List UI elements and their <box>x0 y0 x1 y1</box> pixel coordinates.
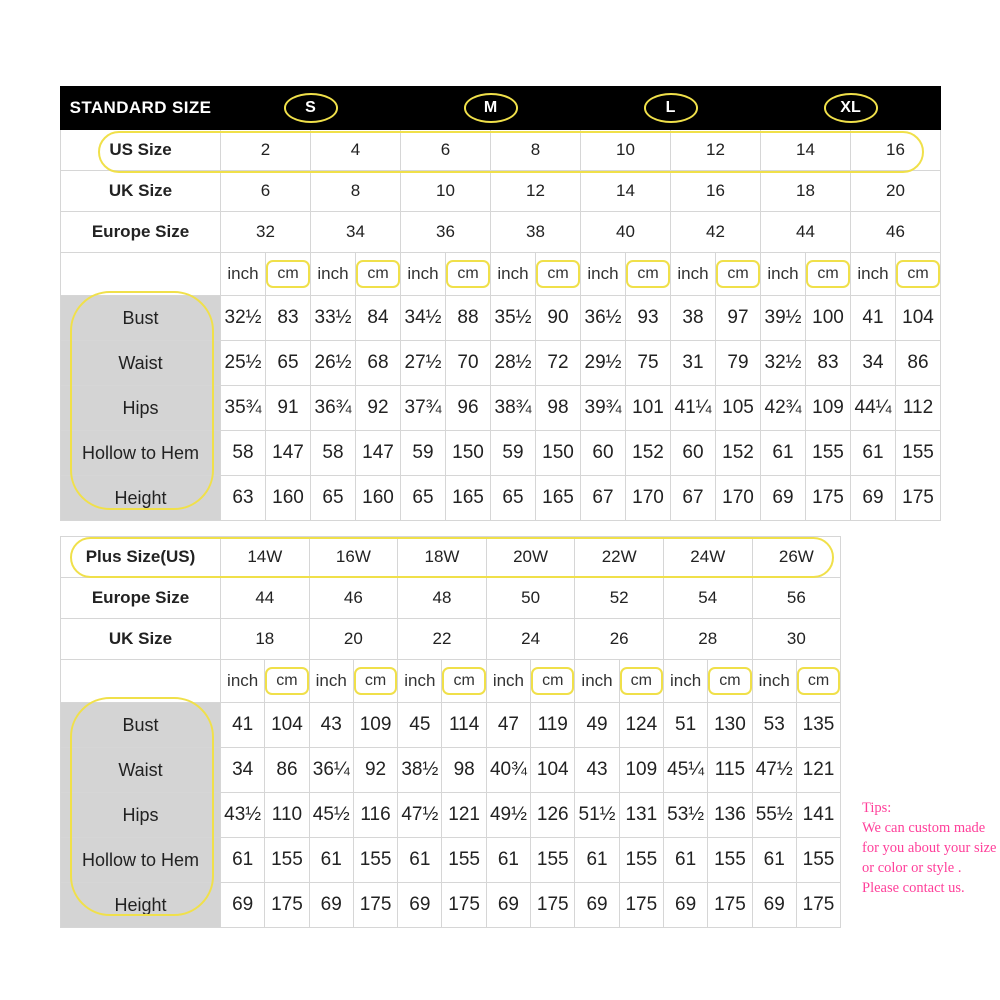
row-label-us-size: US Size <box>61 130 221 171</box>
cell: 63 <box>221 476 266 521</box>
cell: 44 <box>761 212 851 253</box>
unit-cell-inch: inch <box>401 253 446 296</box>
cell: 97 <box>716 296 761 341</box>
cell: 54 <box>663 578 752 619</box>
unit-cell-inch: inch <box>575 660 619 703</box>
unit-cell-cm <box>806 253 851 296</box>
tips-line-1: Tips: <box>862 800 892 816</box>
cell: 40¾ <box>486 748 530 793</box>
plus-unit-row <box>61 660 841 703</box>
cell: 152 <box>626 431 671 476</box>
cell: 28½ <box>491 341 536 386</box>
unit-cell-cm <box>619 660 663 703</box>
standard-size-table <box>60 86 941 521</box>
table-row <box>61 476 941 521</box>
standard-header-badge-s <box>221 87 401 130</box>
cell: 32 <box>221 212 311 253</box>
cell: 115 <box>708 748 752 793</box>
unit-cell-inch: inch <box>221 660 265 703</box>
cell: 45½ <box>309 793 353 838</box>
cell: 10 <box>581 130 671 171</box>
cell: 160 <box>356 476 401 521</box>
cell: 41¼ <box>671 386 716 431</box>
cell: 116 <box>353 793 397 838</box>
cell: 12 <box>671 130 761 171</box>
row-label-hips-plus: Hips <box>61 793 221 838</box>
unit-row-label <box>61 660 221 703</box>
cell: 155 <box>531 838 575 883</box>
cell: 43½ <box>221 793 265 838</box>
standard-unit-row <box>61 253 941 296</box>
unit-cell-inch: inch <box>671 253 716 296</box>
unit-cell-inch: inch <box>663 660 707 703</box>
cell: 75 <box>626 341 671 386</box>
cell: 69 <box>486 883 530 928</box>
cell: 39½ <box>761 296 806 341</box>
cell: 53 <box>752 703 796 748</box>
cell: 152 <box>716 431 761 476</box>
unit-cell-cm <box>708 660 752 703</box>
cm-pill: cm <box>442 667 485 695</box>
cell: 46 <box>851 212 941 253</box>
cell: 96 <box>446 386 491 431</box>
cell: 20W <box>486 537 575 578</box>
cell: 18W <box>398 537 487 578</box>
cell: 60 <box>581 431 626 476</box>
plus-size-table-wrapper <box>60 536 840 928</box>
standard-size-table-wrapper <box>60 86 940 521</box>
table-row <box>61 171 941 212</box>
cell: 83 <box>806 341 851 386</box>
cell: 136 <box>708 793 752 838</box>
tips-line-5: Please contact us. <box>862 880 965 896</box>
cell: 121 <box>442 793 486 838</box>
cell: 131 <box>619 793 663 838</box>
row-label-europe-size: Europe Size <box>61 212 221 253</box>
cell: 16 <box>851 130 941 171</box>
cell: 4 <box>311 130 401 171</box>
cell: 91 <box>266 386 311 431</box>
cell: 155 <box>796 838 840 883</box>
cell: 126 <box>531 793 575 838</box>
cell: 44¼ <box>851 386 896 431</box>
tips-line-2: We can custom made <box>862 820 986 836</box>
cell: 98 <box>536 386 581 431</box>
cell: 61 <box>851 431 896 476</box>
cell: 47½ <box>752 748 796 793</box>
cell: 165 <box>536 476 581 521</box>
cm-pill: cm <box>266 260 309 288</box>
cell: 37¾ <box>401 386 446 431</box>
cell: 34 <box>221 748 265 793</box>
cell: 34 <box>851 341 896 386</box>
cell: 14 <box>581 171 671 212</box>
cell: 69 <box>309 883 353 928</box>
cell: 100 <box>806 296 851 341</box>
cell: 36 <box>401 212 491 253</box>
standard-header-row <box>61 87 941 130</box>
cell: 43 <box>575 748 619 793</box>
unit-cell-cm <box>716 253 761 296</box>
cell: 36¼ <box>309 748 353 793</box>
cell: 8 <box>491 130 581 171</box>
cell: 61 <box>309 838 353 883</box>
cell: 69 <box>398 883 442 928</box>
unit-cell-cm <box>446 253 491 296</box>
table-row <box>61 431 941 476</box>
cell: 61 <box>752 838 796 883</box>
cell: 119 <box>531 703 575 748</box>
cell: 61 <box>486 838 530 883</box>
cell: 38½ <box>398 748 442 793</box>
cell: 18 <box>221 619 310 660</box>
cell: 26 <box>575 619 664 660</box>
cell: 155 <box>806 431 851 476</box>
cell: 104 <box>531 748 575 793</box>
cell: 40 <box>581 212 671 253</box>
cell: 93 <box>626 296 671 341</box>
unit-cell-cm <box>353 660 397 703</box>
cell: 53½ <box>663 793 707 838</box>
cell: 60 <box>671 431 716 476</box>
cell: 16 <box>671 171 761 212</box>
standard-header-badge-xl <box>761 87 941 130</box>
cell: 51 <box>663 703 707 748</box>
cell: 69 <box>221 883 265 928</box>
row-label-plus-size-us: Plus Size(US) <box>61 537 221 578</box>
row-label-waist-plus: Waist <box>61 748 221 793</box>
cell: 33½ <box>311 296 356 341</box>
cell: 65 <box>401 476 446 521</box>
unit-cell-inch: inch <box>311 253 356 296</box>
cell: 39¾ <box>581 386 626 431</box>
row-label-uk-size-plus: UK Size <box>61 619 221 660</box>
cell: 14 <box>761 130 851 171</box>
cell: 41 <box>221 703 265 748</box>
cell: 155 <box>442 838 486 883</box>
cm-pill: cm <box>536 260 579 288</box>
cell: 65 <box>491 476 536 521</box>
cell: 88 <box>446 296 491 341</box>
cell: 56 <box>752 578 841 619</box>
cell: 61 <box>575 838 619 883</box>
row-label-bust-plus: Bust <box>61 703 221 748</box>
cell: 27½ <box>401 341 446 386</box>
cell: 12 <box>491 171 581 212</box>
cell: 104 <box>265 703 309 748</box>
cm-pill: cm <box>896 260 939 288</box>
cm-pill: cm <box>708 667 751 695</box>
tips-note <box>862 798 997 898</box>
cell: 43 <box>309 703 353 748</box>
cell: 49½ <box>486 793 530 838</box>
cell: 46 <box>309 578 398 619</box>
cell: 14W <box>221 537 310 578</box>
cell: 155 <box>353 838 397 883</box>
cell: 160 <box>266 476 311 521</box>
cell: 69 <box>752 883 796 928</box>
cm-pill: cm <box>356 260 399 288</box>
cell: 61 <box>398 838 442 883</box>
cell: 67 <box>581 476 626 521</box>
cell: 29½ <box>581 341 626 386</box>
cell: 47 <box>486 703 530 748</box>
cell: 45 <box>398 703 442 748</box>
unit-cell-cm <box>265 660 309 703</box>
cell: 44 <box>221 578 310 619</box>
row-label-bust: Bust <box>61 296 221 341</box>
cell: 72 <box>536 341 581 386</box>
row-label-europe-size-plus: Europe Size <box>61 578 221 619</box>
cell: 61 <box>761 431 806 476</box>
cell: 59 <box>491 431 536 476</box>
cm-pill: cm <box>620 667 663 695</box>
row-label-hips: Hips <box>61 386 221 431</box>
cell: 67 <box>671 476 716 521</box>
cell: 32½ <box>761 341 806 386</box>
cell: 30 <box>752 619 841 660</box>
cell: 28 <box>663 619 752 660</box>
cell: 52 <box>575 578 664 619</box>
cell: 92 <box>353 748 397 793</box>
table-row <box>61 578 841 619</box>
cell: 110 <box>265 793 309 838</box>
cell: 83 <box>266 296 311 341</box>
size-badge-l: L <box>644 93 698 123</box>
cell: 114 <box>442 703 486 748</box>
cell: 61 <box>663 838 707 883</box>
cell: 51½ <box>575 793 619 838</box>
cell: 38¾ <box>491 386 536 431</box>
cm-pill: cm <box>354 667 397 695</box>
table-row <box>61 793 841 838</box>
cell: 35¾ <box>221 386 266 431</box>
row-label-height-plus: Height <box>61 883 221 928</box>
cell: 147 <box>356 431 401 476</box>
unit-cell-inch: inch <box>752 660 796 703</box>
cell: 50 <box>486 578 575 619</box>
unit-cell-inch: inch <box>851 253 896 296</box>
cell: 175 <box>265 883 309 928</box>
cell: 70 <box>446 341 491 386</box>
table-row <box>61 883 841 928</box>
cell: 175 <box>442 883 486 928</box>
cm-pill: cm <box>265 667 308 695</box>
unit-cell-cm <box>536 253 581 296</box>
unit-cell-inch: inch <box>309 660 353 703</box>
cell: 175 <box>353 883 397 928</box>
cell: 20 <box>851 171 941 212</box>
row-label-hollow-to-hem-plus: Hollow to Hem <box>61 838 221 883</box>
cell: 175 <box>796 883 840 928</box>
cell: 24 <box>486 619 575 660</box>
cell: 101 <box>626 386 671 431</box>
unit-cell-inch: inch <box>486 660 530 703</box>
row-label-height: Height <box>61 476 221 521</box>
cell: 109 <box>806 386 851 431</box>
unit-cell-cm <box>796 660 840 703</box>
cell: 58 <box>311 431 356 476</box>
unit-cell-cm <box>356 253 401 296</box>
cell: 69 <box>663 883 707 928</box>
cell: 170 <box>716 476 761 521</box>
cm-pill: cm <box>806 260 849 288</box>
cell: 155 <box>619 838 663 883</box>
table-row <box>61 619 841 660</box>
cell: 141 <box>796 793 840 838</box>
cell: 112 <box>896 386 941 431</box>
cell: 26W <box>752 537 841 578</box>
cell: 175 <box>619 883 663 928</box>
cell: 48 <box>398 578 487 619</box>
table-row <box>61 341 941 386</box>
cell: 32½ <box>221 296 266 341</box>
unit-cell-cm <box>896 253 941 296</box>
cell: 47½ <box>398 793 442 838</box>
cell: 2 <box>221 130 311 171</box>
cell: 155 <box>265 838 309 883</box>
cell: 68 <box>356 341 401 386</box>
unit-cell-inch: inch <box>221 253 266 296</box>
cell: 35½ <box>491 296 536 341</box>
cell: 175 <box>806 476 851 521</box>
cell: 34½ <box>401 296 446 341</box>
table-row <box>61 130 941 171</box>
row-label-hollow-to-hem: Hollow to Hem <box>61 431 221 476</box>
cell: 58 <box>221 431 266 476</box>
cell: 86 <box>896 341 941 386</box>
cell: 22 <box>398 619 487 660</box>
table-row <box>61 748 841 793</box>
cell: 16W <box>309 537 398 578</box>
size-badge-xl: XL <box>824 93 878 123</box>
cell: 86 <box>265 748 309 793</box>
table-row <box>61 212 941 253</box>
table-row <box>61 537 841 578</box>
tips-line-4: or color or style . <box>862 860 962 876</box>
cell: 170 <box>626 476 671 521</box>
standard-header-badge-m <box>401 87 581 130</box>
cell: 150 <box>446 431 491 476</box>
cell: 20 <box>309 619 398 660</box>
cell: 65 <box>266 341 311 386</box>
cell: 150 <box>536 431 581 476</box>
cell: 175 <box>708 883 752 928</box>
cell: 38 <box>491 212 581 253</box>
cell: 31 <box>671 341 716 386</box>
unit-cell-cm <box>531 660 575 703</box>
cell: 6 <box>401 130 491 171</box>
unit-row-label <box>61 253 221 296</box>
cell: 121 <box>796 748 840 793</box>
cell: 79 <box>716 341 761 386</box>
standard-header-title: STANDARD SIZE <box>61 87 221 130</box>
cell: 124 <box>619 703 663 748</box>
cell: 109 <box>353 703 397 748</box>
cell: 69 <box>851 476 896 521</box>
cell: 98 <box>442 748 486 793</box>
cell: 61 <box>221 838 265 883</box>
cell: 41 <box>851 296 896 341</box>
unit-cell-inch: inch <box>491 253 536 296</box>
cell: 104 <box>896 296 941 341</box>
cell: 92 <box>356 386 401 431</box>
cell: 10 <box>401 171 491 212</box>
size-badge-m: M <box>464 93 518 123</box>
table-row <box>61 838 841 883</box>
standard-header-badge-l <box>581 87 761 130</box>
cell: 69 <box>761 476 806 521</box>
cell: 8 <box>311 171 401 212</box>
unit-cell-cm <box>626 253 671 296</box>
cell: 130 <box>708 703 752 748</box>
row-label-uk-size: UK Size <box>61 171 221 212</box>
cell: 175 <box>531 883 575 928</box>
cell: 22W <box>575 537 664 578</box>
cell: 36½ <box>581 296 626 341</box>
cell: 55½ <box>752 793 796 838</box>
cm-pill: cm <box>716 260 759 288</box>
cell: 165 <box>446 476 491 521</box>
cm-pill: cm <box>446 260 489 288</box>
cell: 45¼ <box>663 748 707 793</box>
cell: 18 <box>761 171 851 212</box>
cell: 105 <box>716 386 761 431</box>
cell: 42 <box>671 212 761 253</box>
unit-cell-inch: inch <box>398 660 442 703</box>
cell: 84 <box>356 296 401 341</box>
cell: 155 <box>708 838 752 883</box>
cell: 147 <box>266 431 311 476</box>
cell: 26½ <box>311 341 356 386</box>
cell: 90 <box>536 296 581 341</box>
cell: 135 <box>796 703 840 748</box>
cell: 36¾ <box>311 386 356 431</box>
table-row <box>61 296 941 341</box>
tips-line-3: for you about your size <box>862 840 997 856</box>
cell: 69 <box>575 883 619 928</box>
cell: 25½ <box>221 341 266 386</box>
cm-pill: cm <box>626 260 669 288</box>
cell: 175 <box>896 476 941 521</box>
unit-cell-inch: inch <box>581 253 626 296</box>
cell: 38 <box>671 296 716 341</box>
row-label-waist: Waist <box>61 341 221 386</box>
unit-cell-inch: inch <box>761 253 806 296</box>
size-badge-s: S <box>284 93 338 123</box>
unit-cell-cm <box>266 253 311 296</box>
cm-pill: cm <box>797 667 840 695</box>
table-row <box>61 386 941 431</box>
cell: 59 <box>401 431 446 476</box>
cell: 42¾ <box>761 386 806 431</box>
cell: 109 <box>619 748 663 793</box>
cell: 155 <box>896 431 941 476</box>
cell: 34 <box>311 212 401 253</box>
plus-size-table <box>60 536 841 928</box>
cm-pill: cm <box>531 667 574 695</box>
cell: 24W <box>663 537 752 578</box>
cell: 49 <box>575 703 619 748</box>
table-row <box>61 703 841 748</box>
cell: 65 <box>311 476 356 521</box>
unit-cell-cm <box>442 660 486 703</box>
cell: 6 <box>221 171 311 212</box>
